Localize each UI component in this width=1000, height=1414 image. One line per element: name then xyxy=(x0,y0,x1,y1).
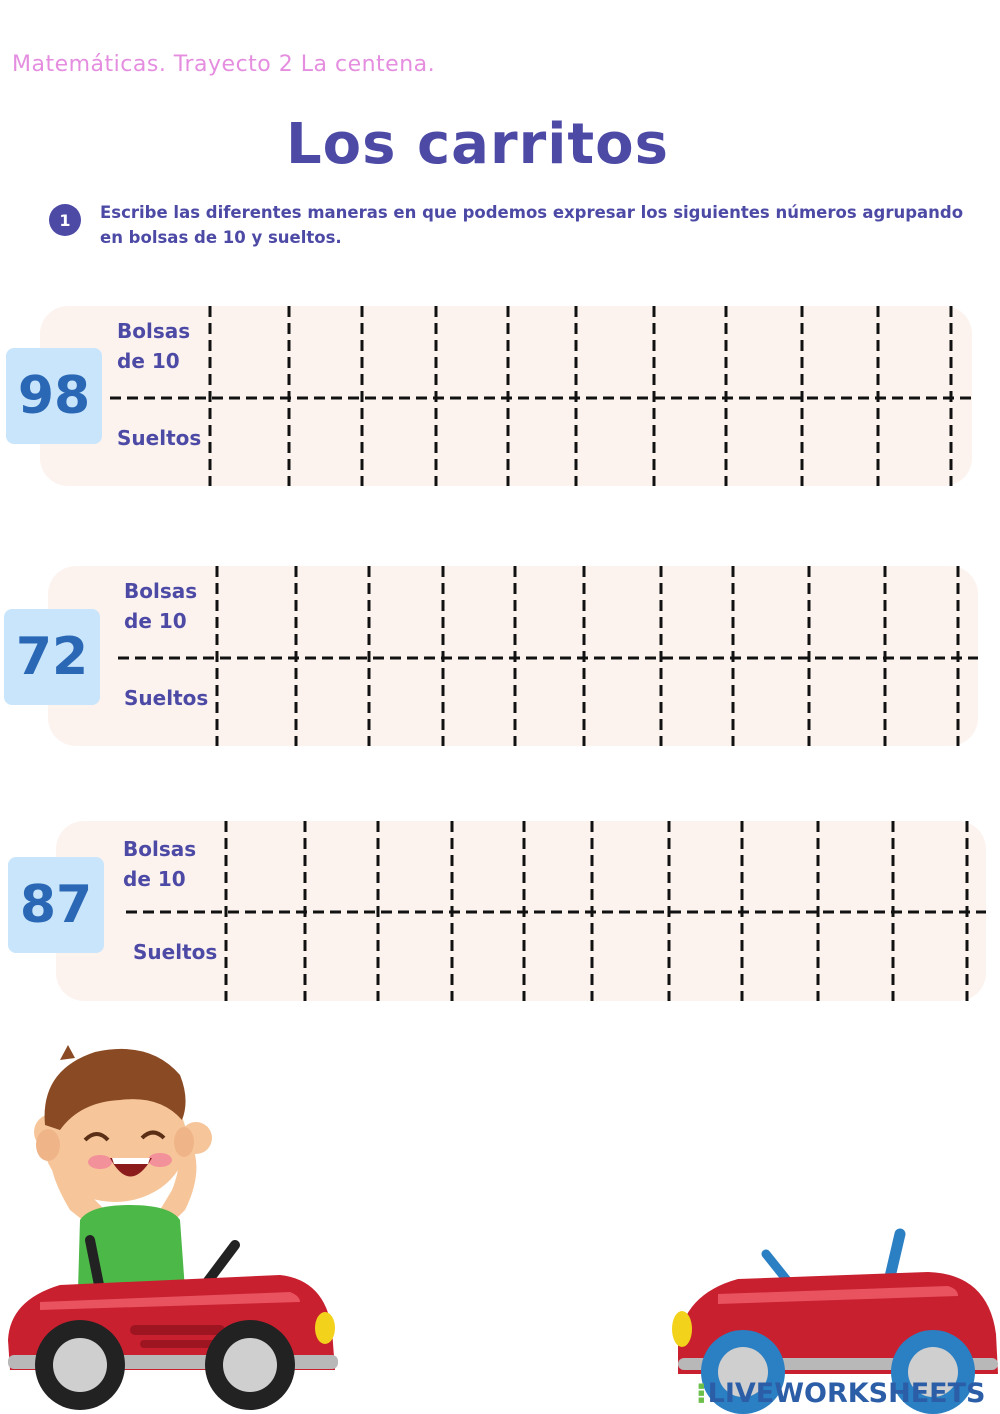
step-number-badge: 1 xyxy=(49,204,81,236)
subject-heading: Matemáticas. Trayecto 2 La centena. xyxy=(12,52,436,77)
bags-label-line1: Bolsas xyxy=(123,837,197,861)
bags-label-line2: de 10 xyxy=(117,349,180,373)
bags-label-line2: de 10 xyxy=(124,609,187,633)
loose-label: Sueltos xyxy=(124,686,209,710)
liveworksheets-watermark xyxy=(698,1378,985,1409)
instruction-text: Escribe las diferentes maneras en que podemos expresar los siguientes números agrupando en bolsas de 10 y sueltos. xyxy=(100,203,964,247)
target-number: 72 xyxy=(4,609,100,705)
target-number: 87 xyxy=(8,857,104,953)
loose-label: Sueltos xyxy=(117,426,202,450)
loose-label: Sueltos xyxy=(133,940,218,964)
bags-label-line1: Bolsas xyxy=(117,319,191,343)
target-number: 98 xyxy=(6,348,102,444)
boy-in-car-illustration xyxy=(0,1040,345,1414)
bags-label-line1: Bolsas xyxy=(124,579,198,603)
watermark-logo-icon: ■ ■ ■ xyxy=(698,1382,705,1404)
watermark-text: LIVEWORKSHEETS xyxy=(707,1378,986,1409)
bags-label xyxy=(124,576,197,636)
bags-label xyxy=(117,316,190,376)
bags-label-line2: de 10 xyxy=(123,867,186,891)
number-row-2 xyxy=(0,566,1000,751)
bags-label xyxy=(123,834,196,894)
page-title: Los carritos xyxy=(286,112,669,177)
number-row-1 xyxy=(0,306,1000,491)
number-row-3 xyxy=(0,821,1000,1006)
